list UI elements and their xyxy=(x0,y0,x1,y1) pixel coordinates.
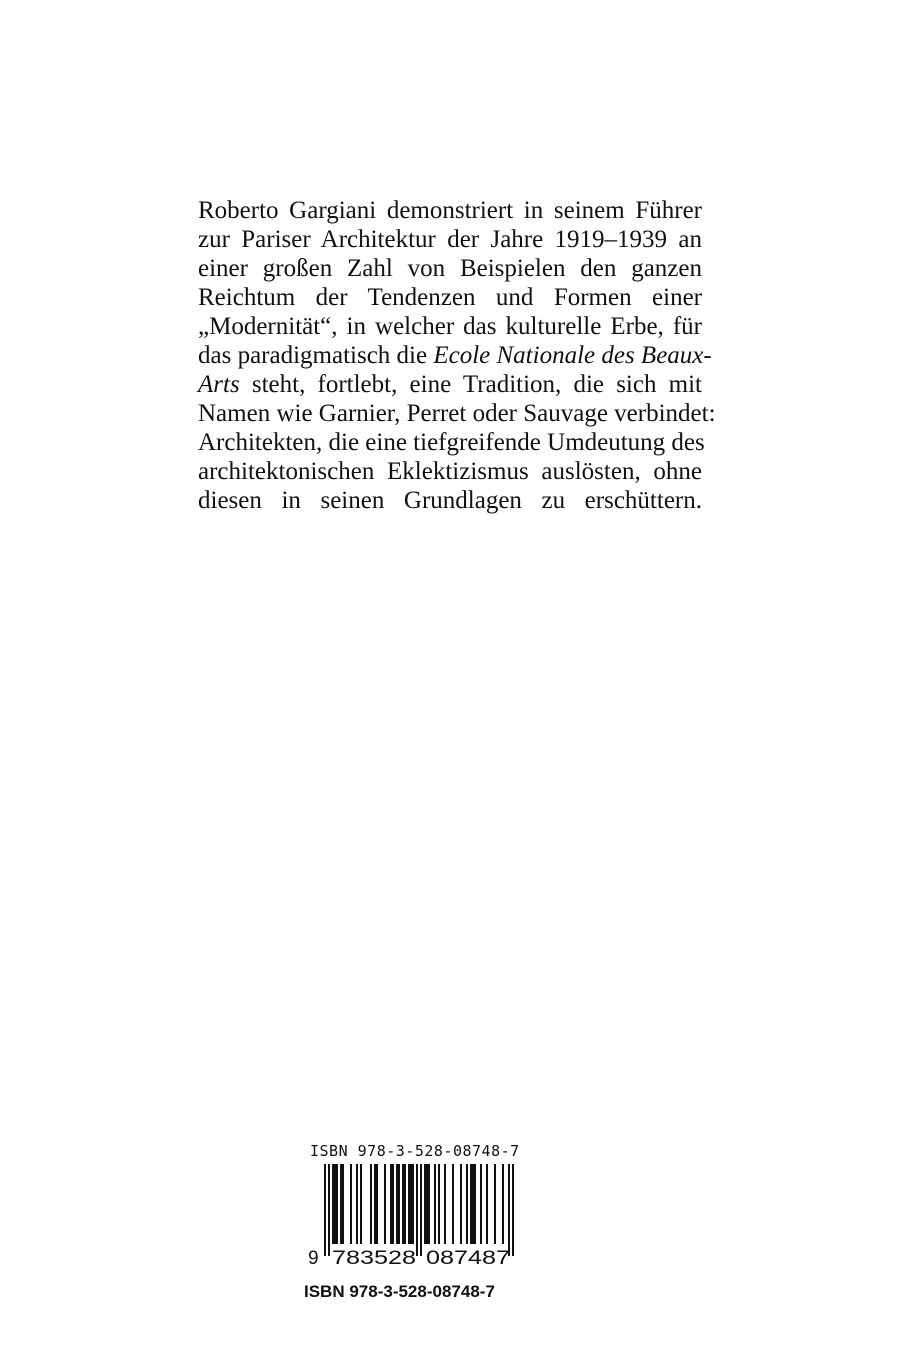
blurb-line xyxy=(198,225,702,254)
barcode-bar xyxy=(332,1164,334,1244)
barcode-bar xyxy=(392,1164,394,1244)
barcode-bar xyxy=(408,1164,410,1244)
barcode-bar xyxy=(512,1164,514,1256)
barcode-first-digit: 9 xyxy=(308,1248,319,1269)
barcode-bar xyxy=(398,1164,400,1244)
barcode-bar xyxy=(420,1164,422,1256)
blurb-line xyxy=(198,428,705,457)
blurb-text: Reichtum der Tendenzen und Formen einer xyxy=(198,284,702,311)
blurb-text: steht, fortlebt, eine Tradition, die sich mit xyxy=(239,371,702,398)
barcode-bar xyxy=(350,1164,352,1244)
blurb-line xyxy=(198,283,702,312)
barcode-bar xyxy=(424,1164,426,1244)
barcode-bar xyxy=(396,1164,398,1244)
barcode-bar xyxy=(384,1164,386,1244)
barcode-bar xyxy=(470,1164,472,1244)
barcode-bar xyxy=(474,1164,476,1244)
blurb-line xyxy=(198,457,702,486)
barcode-bar xyxy=(466,1164,468,1244)
barcode-bar xyxy=(494,1164,496,1244)
barcode-bar xyxy=(452,1164,454,1244)
barcode-bar xyxy=(416,1164,418,1256)
barcode-bar xyxy=(374,1164,376,1244)
blurb-line xyxy=(198,254,702,283)
barcode-bar xyxy=(336,1164,338,1244)
barcode-bar xyxy=(502,1164,504,1244)
blurb-text: architektonischen Eklektizismus auslösten, ohne xyxy=(198,458,702,485)
ean13-barcode xyxy=(306,1162,536,1274)
barcode-block xyxy=(306,1142,536,1274)
barcode-bar xyxy=(402,1164,404,1244)
italic-title-text: Arts xyxy=(198,371,240,398)
barcode-bar xyxy=(426,1164,428,1244)
blurb-text: „Modernität“, in welcher das kulturelle Erbe, für xyxy=(198,313,702,340)
blurb-text: das paradigmatisch die xyxy=(198,342,434,369)
blurb-line xyxy=(198,312,702,341)
blurb-text: diesen in seinen Grundlagen zu erschüttern. xyxy=(198,487,702,514)
blurb-line xyxy=(198,341,712,370)
barcode-bar xyxy=(508,1164,510,1256)
barcode-bar xyxy=(404,1164,406,1244)
barcode-bar xyxy=(428,1164,430,1244)
barcode-bar xyxy=(438,1164,440,1244)
barcode-bar xyxy=(370,1164,372,1244)
barcode-bar xyxy=(460,1164,462,1244)
barcode-bar xyxy=(412,1164,414,1244)
barcode-right-digits: 087487 xyxy=(426,1248,510,1269)
barcode-bar xyxy=(324,1164,326,1256)
barcode-left-digits: 783528 xyxy=(332,1248,416,1269)
blurb-text: Namen wie Garnier, Perret oder Sauvage verbindet: xyxy=(198,400,716,427)
barcode-bar xyxy=(486,1164,488,1244)
back-cover-blurb xyxy=(198,196,716,515)
barcode-isbn-label: ISBN 978-3-528-08748-7 xyxy=(310,1142,520,1160)
barcode-bar xyxy=(410,1164,412,1244)
barcode-bar xyxy=(342,1164,344,1244)
blurb-line xyxy=(198,196,702,225)
blurb-line xyxy=(198,399,716,428)
blurb-text: zur Pariser Architektur der Jahre 1919–1939 an xyxy=(198,226,702,253)
barcode-bar xyxy=(444,1164,446,1244)
barcode-bar xyxy=(328,1164,330,1256)
blurb-line xyxy=(198,486,702,515)
barcode-bar xyxy=(434,1164,436,1244)
barcode-bar xyxy=(360,1164,362,1244)
blurb-text: Roberto Gargiani demonstriert in seinem Führer xyxy=(198,197,702,224)
isbn-number: ISBN 978-3-528-08748-7 xyxy=(304,1282,495,1301)
blurb-text: einer großen Zahl von Beispielen den ganzen xyxy=(198,255,702,282)
barcode-bar xyxy=(334,1164,336,1244)
blurb-text: Architekten, die eine tiefgreifende Umdeutung des xyxy=(198,429,705,456)
italic-title-text: Ecole Nationale des Beaux- xyxy=(433,342,712,369)
barcode-bar xyxy=(356,1164,358,1244)
barcode-bar xyxy=(376,1164,378,1244)
barcode-bar xyxy=(390,1164,392,1244)
barcode-bar xyxy=(480,1164,482,1244)
barcode-bar xyxy=(340,1164,342,1244)
barcode-bar xyxy=(472,1164,474,1244)
blurb-line xyxy=(198,370,702,399)
